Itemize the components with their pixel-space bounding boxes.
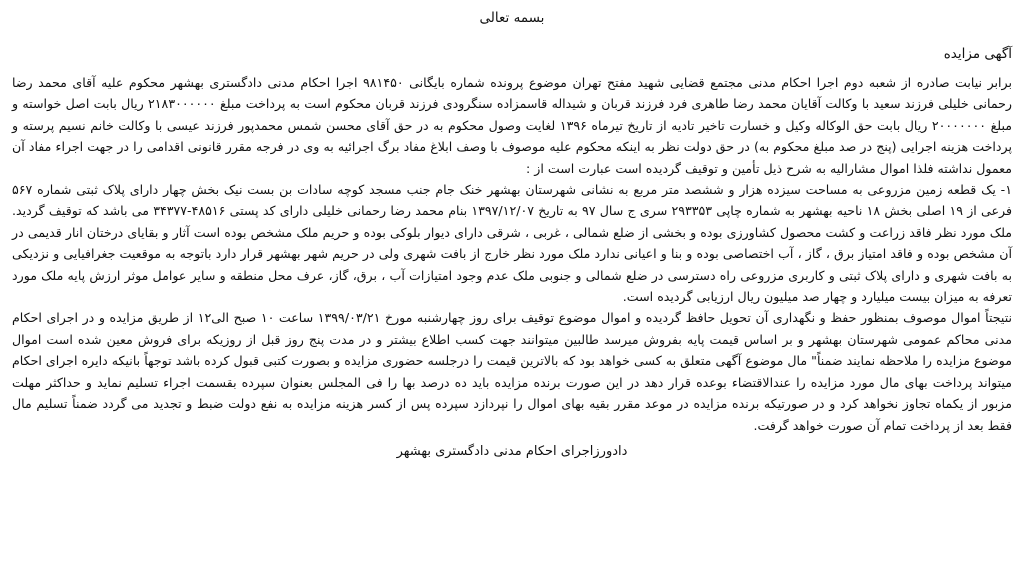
notice-heading: آگهی مزایده xyxy=(943,46,1012,62)
signature-line: دادورزاجرای احکام مدنی دادگستری بهشهر xyxy=(396,443,628,459)
notice-paragraph-3: نتیجتاً اموال موصوف بمنظور حفظ و نگهداری آن تحویل حافظ گردیده و اموال موضوع توقیف برای روز چهارشنبه مورخ ۱۳۹۹/۰۳/۲۱ ساعت ۱۰ صبح الی۱۲ از طریق مزایده و در اجرای احکام مدنی محاکم عمومی شهرستان بهشهر و بر اساس قیمت پایه بفروش میرسد طالبین میتوانند جهت کسب اطلاع بیشتر و در مدت پنج روز قبل از روزیکه برای فروش معین شده است اموال موضوع مزایده را ملاحظه نمایند ضمناً" مال موضوع آگهی متعلق به کسی خواهد بود که بالاترین قیمت را درجلسه حضوری مزایده و بصورت کتبی قبول کرده باشد توجهاً بانیکه دایره اجرای احکام میتواند پرداخت بهای مال مورد مزایده را عندالاقتضاء بوعده قرار دهد در این صورت برنده مزایده باید ده درصد بها را فی المجلس بعنوان سپرده بقسمت اجراء تسلیم نماید و حداکثر مهلت مزبور از یکماه تجاوز نخواهد کرد و در صورتیکه برنده مزایده در موعد مقرر بقیه بهای اموال را نپردازد سپرده پس از کسر هزینه مزایده به نفع دولت ضبط و تجدید می گردد ضمناً تسلیم مال فقط بعد از پرداخت تمام آن صورت خواهد گرفت. xyxy=(12,310,1012,433)
notice-paragraph-1: برابر نیابت صادره از شعبه دوم اجرا احکام مدنی مجتمع قضایی شهید مفتح تهران موضوع پرونده شماره بایگانی ۹۸۱۴۵۰ اجرا احکام مدنی دادگستری بهشهر محکوم علیه آقای محمد رضا رحمانی خلیلی فرزند سعید با وکالت آقایان محمد رضا طاهری فرد فرزند قربان و شیداله قاسمزاده سنگرودی فرزند قربان محکوم است به پرداخت مبلغ ۲۱۸۳۰۰۰۰۰۰ ریال بابت اصل خواسته و مبلغ ۲۰۰۰۰۰۰۰ ریال بابت حق الوکاله وکیل و خسارت تاخیر تادیه از تاریخ تیرماه ۱۳۹۶ لغایت وصول محکوم به در حق آقای محسن شمس محمدپور فرزند عیسی با وکالت خانم نسیم پرسته و پرداخت هزینه اجرایی (پنج در صد مبلغ محکوم به) در حق دولت نظر به اینکه محکوم علیه موصوف با وصف ابلاغ مفاد برگ اجرائیه به وی در فرجه مقرر قانونی اقدامی را در جهت اجراء مفاد آن معمول نداشته فلذا اموال مشارالیه به شرح ذیل تأمین و توقیف گردیده است عبارت است از : xyxy=(12,75,1012,176)
notice-paragraph-2: ۱- یک قطعه زمین مزروعی به مساحت سیزده هزار و ششصد متر مربع به نشانی شهرستان بهشهر خنک جام جنب مسجد کوچه سادات بن بست نیک بخش چهار دارای پلاک ثبتی شماره ۵۶۷ فرعی از ۱۹ اصلی بخش ۱۸ ناحیه بهشهر به شماره چاپی ۲۹۳۳۵۳ سری ج سال ۹۷ به تاریخ ۱۳۹۷/۱۲/۰۷ بنام محمد رضا رحمانی خلیلی دارای کد پستی ۴۸۵۱۶-۳۴۳۷۷ می باشد که توقیف گردید. ملک مورد نظر فاقد زراعت و کشت محصول کشاورزی بوده و بخشی از ضلع شمالی ، غربی ، شرقی دارای دیوار بلوکی بوده و حریم ملک مشخص بوده است آثار و بقایای درختان انار قدیمی در آن مشخص بوده و فاقد امتیاز برق ، گاز ، آب اختصاصی بوده و بنا و اعیانی ندارد ملک مورد نظر خارج از بافت شهری ولی در حریم شهر بهشهر قرار دارد باتوجه به موقعیت جغرافیایی و نزدیکی به بافت شهری و دارای پلاک ثبتی و کاربری مزروعی راه دسترسی در ضلع شمالی و جنوبی ملک عدم وجود امتیازات آب ، برق، گاز، عرف محل منطقه و سایر عوامل موثر ارزش پایه ملک مورد تعرفه به میزان بیست میلیارد و چهار صد میلیون ریال ارزیابی گردیده است. xyxy=(12,182,1013,305)
document-title: بسمه تعالی xyxy=(479,10,545,26)
